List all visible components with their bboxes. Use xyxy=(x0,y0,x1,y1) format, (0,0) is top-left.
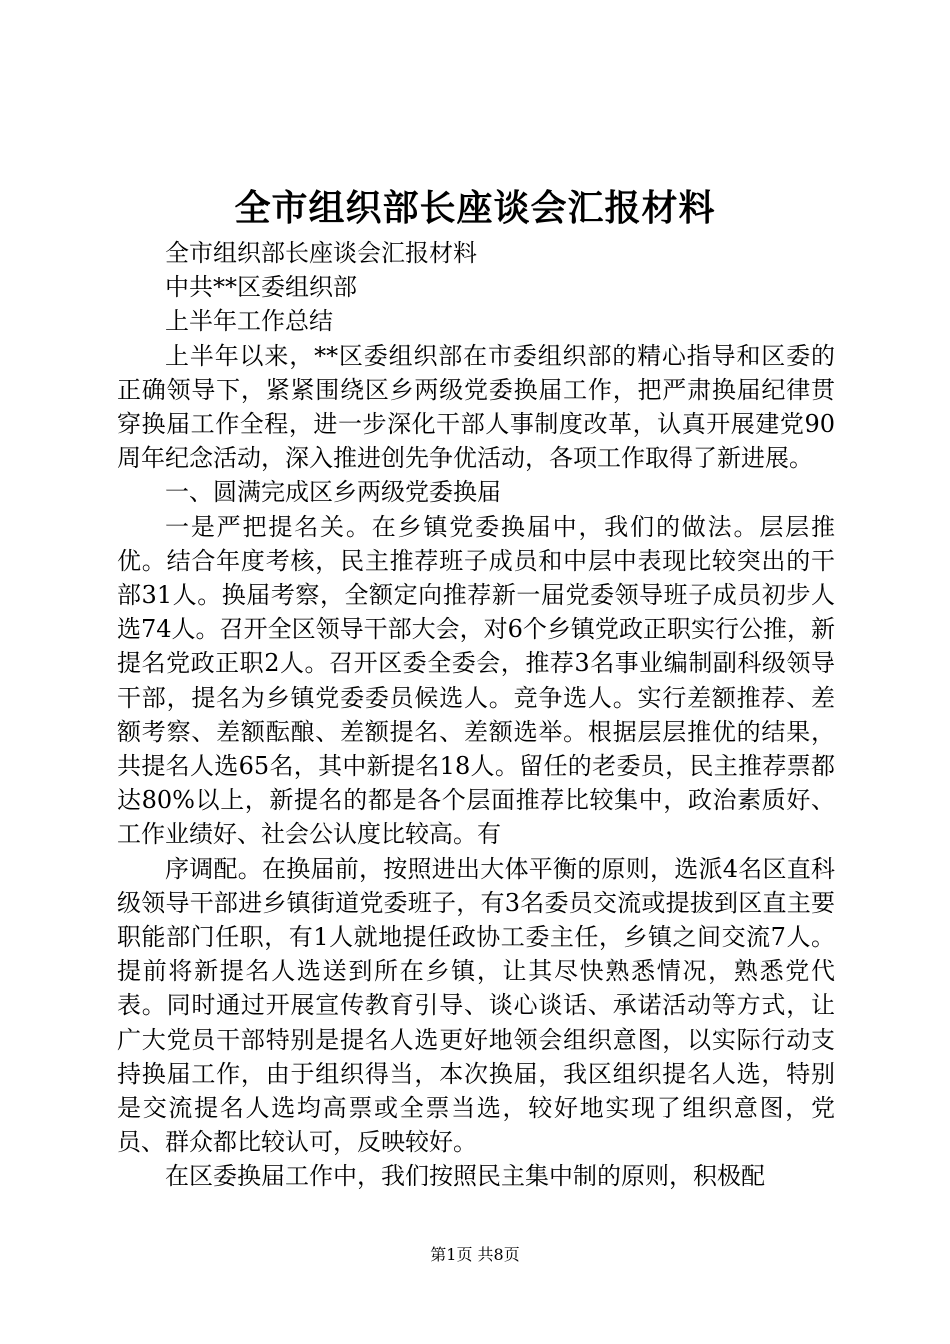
paragraph-district-committee: 在区委换届工作中，我们按照民主集中制的原则，积极配 xyxy=(165,1162,765,1191)
document-title: 全市组织部长座谈会汇报材料 xyxy=(234,187,716,229)
document-body xyxy=(117,236,835,1194)
paragraph-organization: 中共**区委组织部 xyxy=(165,273,357,302)
paragraph-subtitle: 全市组织部长座谈会汇报材料 xyxy=(165,239,477,267)
page-number-footer: 第1页 共8页 xyxy=(430,1245,520,1264)
paragraph-heading-one: 一、圆满完成区乡两级党委换届 xyxy=(165,478,501,507)
paragraph-allocation: 序调配。在换届前，按照进出大体平衡的原则，选派4名区直科级领导干部进乡镇街道党委班子，有3名委员交流或提拔到区直主要职能部门任职，有1人就地提任政协工委主任，乡镇之间交流7人。提前将新提名人选送到所在乡镇，让其尽快熟悉情况，熟悉党代表。同时通过开展宣传教育引导、谈心谈话、承诺活动等方式，让广大党员干部特别是提名人选更好地领会组织意图，以实际行动支持换届工作，由于组织得当，本次换届，我区组织提名人选，特别是交流提名人选均高票或全票当选，较好地实现了组织意图，党员、群众都比较认可，反映较好。 xyxy=(117,854,835,1157)
paragraph-intro: 上半年以来，**区委组织部在市委组织部的精心指导和区委的正确领导下，紧紧围绕区乡两级党委换届工作，把严肃换届纪律贯穿换届工作全程，进一步深化干部人事制度改革，认真开展建党90周年纪念活动，深入推进创先争优活动，各项工作取得了新进展。 xyxy=(117,341,835,473)
paragraph-nomination: 一是严把提名关。在乡镇党委换届中，我们的做法。层层推优。结合年度考核，民主推荐班子成员和中层中表现比较突出的干部31人。换届考察，全额定向推荐新一届党委领导班子成员初步人选74人。召开全区领导干部大会，对6个乡镇党政正职实行公推，新提名党政正职2人。召开区委全委会，推荐3名事业编制副科级领导干部，提名为乡镇党委委员候选人。竞争选人。实行差额推荐、差额考察、差额酝酿、差额提名、差额选举。根据层层推优的结果，共提名人选65名，其中新提名18人。留任的老委员，民主推荐票都达80%以上，新提名的都是各个层面推荐比较集中，政治素质好、工作业绩好、社会公认度比较高。有 xyxy=(117,512,835,849)
paragraph-section-heading: 上半年工作总结 xyxy=(165,307,333,336)
